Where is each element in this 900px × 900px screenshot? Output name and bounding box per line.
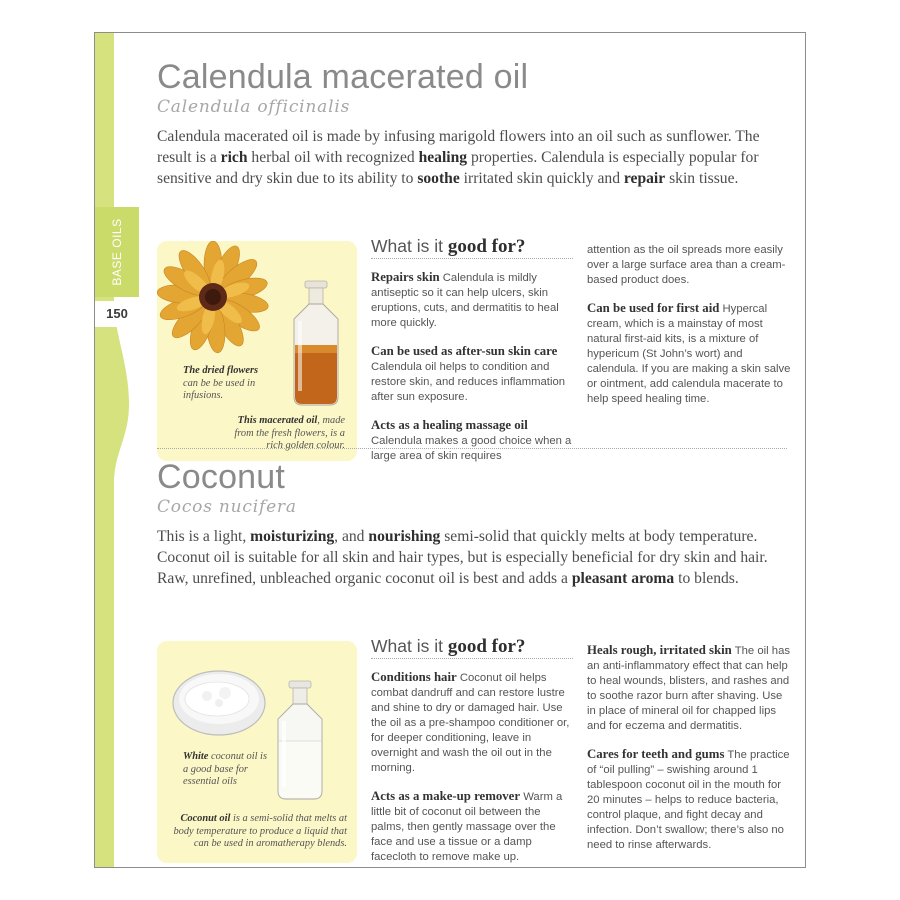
caption-text: coconut oil is a good base for essential oils bbox=[183, 751, 267, 787]
page-number: 150 bbox=[95, 301, 139, 327]
caption-emphasis: The dried flowers bbox=[183, 365, 259, 376]
benefit-heading: Cares for teeth and gums bbox=[587, 747, 725, 761]
benefit-heading: Heals rough, irritated skin bbox=[587, 643, 732, 657]
good-for-heading bbox=[371, 236, 573, 259]
benefit-body: Warm a little bit of coconut oil between the palms, then gently massage over the face and use a tissue or a damp facecloth to remove make up. bbox=[371, 791, 563, 863]
caption-emphasis: This macerated oil bbox=[237, 415, 318, 426]
caption-white-coconut-oil bbox=[183, 751, 269, 789]
photo-card bbox=[157, 241, 357, 461]
benefit-list bbox=[587, 643, 792, 853]
spine-band bbox=[95, 33, 139, 868]
intro-emphasis: healing bbox=[418, 149, 468, 166]
benefit-item bbox=[371, 270, 573, 331]
benefit-body: Coconut oil helps combat dandruff and can restore lustre and shine to dry or damaged hair. Use the oil as a pre-shampoo conditioner or, for deeper conditioning, leave in overnight and wash the oil out in the morning. bbox=[371, 672, 570, 774]
benefit-body: The oil has an anti-inflammatory effect that can help to heal wounds, blisters, and rashes and to soothe razor burn after shaving. Use in place of mineral oil for chapped lips and for eczema and dermatitis. bbox=[587, 645, 791, 732]
photo-card bbox=[157, 641, 357, 863]
benefits-column-left bbox=[371, 236, 573, 477]
good-for-heading bbox=[371, 636, 573, 659]
benefit-list bbox=[371, 670, 573, 865]
benefit-item bbox=[587, 243, 792, 288]
benefit-body: attention as the oil spreads more easily over a large surface area than a cream-based product does. bbox=[587, 244, 786, 286]
intro-emphasis: rich bbox=[220, 149, 248, 166]
benefits-column-right bbox=[587, 643, 792, 866]
intro-emphasis: soothe bbox=[417, 170, 460, 187]
benefit-item bbox=[371, 670, 573, 776]
benefits-column-right bbox=[587, 243, 792, 420]
entry-title: Coconut bbox=[157, 458, 286, 496]
book-page bbox=[94, 32, 806, 868]
benefit-item bbox=[587, 747, 792, 853]
benefit-list bbox=[371, 270, 573, 464]
benefit-heading: Repairs skin bbox=[371, 270, 440, 284]
good-for-bold: good for? bbox=[447, 236, 526, 257]
caption-dried-flowers bbox=[183, 365, 273, 403]
intro-emphasis: nourishing bbox=[368, 528, 441, 545]
benefits-column-left bbox=[371, 636, 573, 868]
benefit-item bbox=[587, 301, 792, 407]
intro-text: to blends. bbox=[674, 570, 739, 587]
intro-text: Calendula macerated oil is made by infusing marigold flowers into an oil such as sunflower. The result is a bbox=[157, 128, 760, 166]
caption-emphasis: Coconut oil bbox=[180, 813, 231, 824]
good-for-prefix: What is it bbox=[371, 636, 448, 656]
benefit-heading: Acts as a healing massage oil bbox=[371, 418, 528, 432]
benefit-item bbox=[371, 344, 573, 405]
benefit-item bbox=[371, 789, 573, 865]
latin-name: Cocos nucifera bbox=[157, 497, 297, 517]
caption-text: can be be used in infusions. bbox=[183, 377, 256, 401]
dried-flower-image bbox=[157, 241, 270, 354]
latin-name: Calendula officinalis bbox=[157, 97, 351, 117]
entry-intro bbox=[157, 526, 787, 589]
benefit-heading: Can be used for first aid bbox=[587, 301, 720, 315]
coconut-oil-bottle-image bbox=[278, 681, 322, 799]
section-tab-label: BASE OILS bbox=[110, 218, 124, 286]
benefit-body: Calendula oil helps to condition and restore skin, and reduces inflammation after sun exposure. bbox=[371, 361, 566, 403]
benefit-heading: Conditions hair bbox=[371, 670, 457, 684]
good-for-bold: good for? bbox=[447, 636, 526, 657]
caption-text: is a semi-solid that melts at body temperature to produce a liquid that can be used in aromatherapy blends. bbox=[173, 813, 347, 849]
benefit-heading: Acts as a make-up remover bbox=[371, 789, 521, 803]
caption-emphasis: White bbox=[183, 751, 209, 762]
benefit-body: Hypercal cream, which is a mainstay of most natural first-aid kits, is a mixture of hypericum (St John’s wort) and calendula. If you are making a skin salve or ointment, add calendula macerate to help speed healing time. bbox=[587, 303, 791, 405]
intro-emphasis: pleasant aroma bbox=[571, 570, 675, 587]
intro-emphasis: moisturizing bbox=[250, 528, 335, 545]
section-tab bbox=[95, 207, 139, 297]
spine-band-shape bbox=[95, 33, 129, 868]
coconut-oil-dish-image bbox=[173, 671, 265, 735]
entry-intro bbox=[157, 126, 787, 189]
intro-text: herbal oil with recognized bbox=[247, 149, 419, 166]
benefit-list bbox=[587, 243, 792, 407]
caption-text: , made from the fresh flowers, is a rich golden colour. bbox=[234, 415, 345, 451]
intro-text: properties. Calendula is especially popular for sensitive and dry skin due to its ability to bbox=[157, 149, 759, 187]
caption-macerated-oil bbox=[229, 415, 345, 453]
macerated-oil-bottle-image bbox=[294, 281, 338, 405]
section-spine bbox=[95, 33, 139, 867]
section-divider bbox=[157, 448, 787, 449]
intro-text: irritated skin quickly and bbox=[459, 170, 624, 187]
intro-emphasis: repair bbox=[623, 170, 666, 187]
benefit-body: Calendula makes a good choice when a large area of skin requires bbox=[371, 435, 572, 462]
intro-text: skin tissue. bbox=[665, 170, 739, 187]
intro-text: , and bbox=[334, 528, 369, 545]
benefit-body: Calendula is mildly antiseptic so it can help ulcers, skin eruptions, cuts, and dermatitis to heal more quickly. bbox=[371, 272, 559, 329]
entry-title: Calendula macerated oil bbox=[157, 58, 529, 96]
caption-coconut-oil bbox=[171, 813, 347, 851]
entry-calendula bbox=[157, 55, 791, 462]
good-for-prefix: What is it bbox=[371, 236, 448, 256]
benefit-item bbox=[587, 643, 792, 734]
entry-coconut bbox=[157, 455, 791, 863]
intro-text: semi-solid that quickly melts at body temperature. Coconut oil is suitable for all skin and hair types, but is especially beneficial for dry skin and hair. Raw, unrefined, unbleached organic coconut oil is best and adds a bbox=[157, 528, 768, 587]
benefit-body: The practice of “oil pulling” – swishing around 1 tablespoon coconut oil in the mouth for 20 minutes – helps to reduce bacteria, control plaque, and fight decay and infection. Don’t swallow; there’s also no need to rinse afterwards. bbox=[587, 749, 790, 851]
benefit-heading: Can be used as after-sun skin care bbox=[371, 344, 558, 358]
intro-text: This is a light, bbox=[157, 528, 251, 545]
